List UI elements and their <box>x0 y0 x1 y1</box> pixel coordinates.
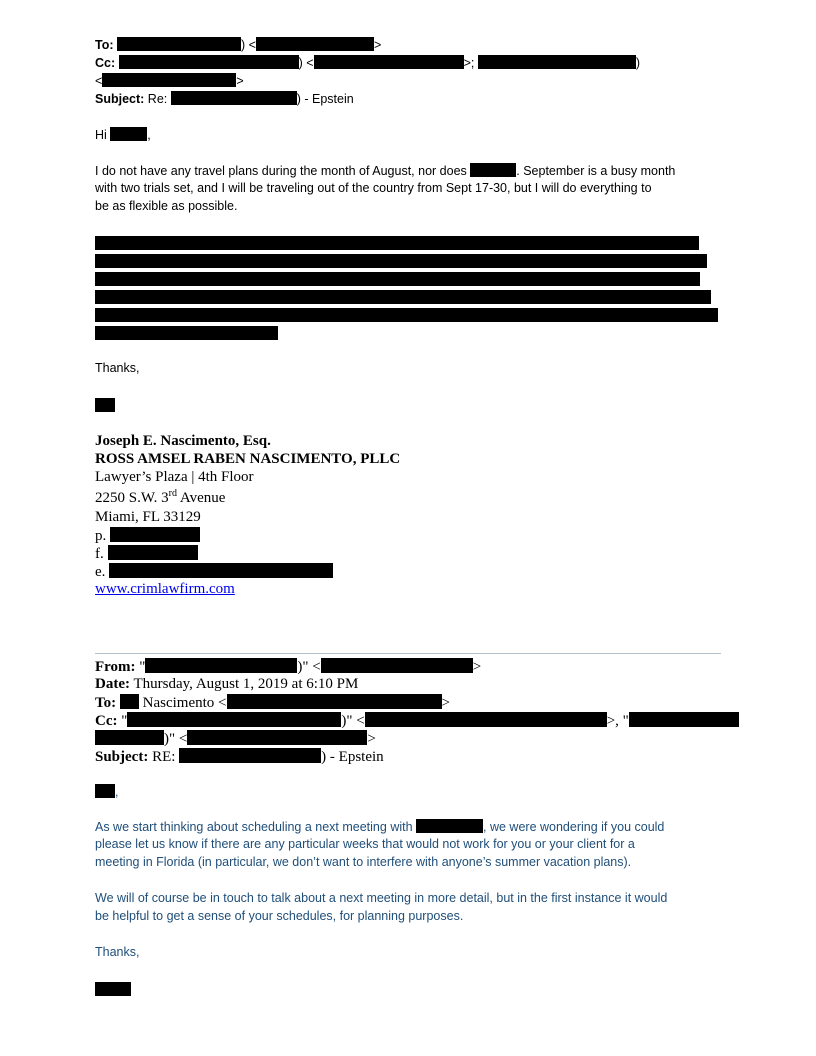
body-text: , we were wondering if you could <box>483 820 665 834</box>
date-value: Thursday, August 1, 2019 at 6:10 PM <box>133 676 359 692</box>
signature-firm <box>95 451 400 468</box>
subject-label: Subject: <box>95 92 145 106</box>
redaction <box>629 712 739 727</box>
redaction-block <box>95 236 699 250</box>
reply-paragraph-line: with two trials set, and I will be traveling out of the country from Sept 17-30, but I will do everything to <box>95 181 652 195</box>
redaction <box>110 127 147 141</box>
reply-closing: Thanks, <box>95 361 140 375</box>
original-from-line: From: " )" < > <box>95 659 482 675</box>
to-name: Nascimento <box>142 695 215 711</box>
redaction <box>179 748 321 763</box>
signature-name <box>95 433 271 450</box>
original-paragraph-line <box>95 819 664 834</box>
signature-email <box>95 563 333 581</box>
redaction <box>416 819 483 833</box>
signature-phone <box>95 527 200 545</box>
cc-label: Cc: <box>95 713 118 729</box>
redaction <box>171 91 297 105</box>
to-label: To: <box>95 38 114 52</box>
redaction <box>108 545 198 560</box>
signature-name-text: Joseph E. Nascimento, Esq. <box>95 433 271 449</box>
subject-suffix: ) - Epstein <box>296 92 354 106</box>
website-link[interactable]: www.crimlawfirm.com <box>95 581 235 597</box>
original-to-line: To: Nascimento < > <box>95 695 450 711</box>
redaction <box>365 712 607 727</box>
subject-label: Subject: <box>95 749 149 765</box>
redaction <box>102 73 236 87</box>
date-label: Date: <box>95 676 130 692</box>
signature-address-1: Lawyer’s Plaza | 4th Floor <box>95 469 254 485</box>
original-paragraph-line: please let us know if there are any particular weeks that would not work for you or your client for a <box>95 837 635 851</box>
redaction <box>314 55 464 69</box>
fax-label: f. <box>95 546 104 562</box>
redaction <box>95 784 115 798</box>
original-paragraph-line: meeting in Florida (in particular, we don’t want to interfere with anyone’s summer vacation plans). <box>95 855 632 869</box>
body-text: . September is a busy month <box>516 164 676 178</box>
reply-cc-line: Cc: ) < >; ) <box>95 56 640 70</box>
greeting-text: Hi <box>95 128 107 142</box>
redaction-block <box>95 272 700 286</box>
original-date-line <box>95 676 358 693</box>
redaction <box>120 694 139 709</box>
redaction <box>95 730 164 745</box>
signature-website <box>95 581 235 598</box>
original-closing: Thanks, <box>95 945 140 959</box>
subject-prefix: Re: <box>147 92 168 106</box>
redaction-block <box>95 254 707 268</box>
redaction-block <box>95 308 718 322</box>
signature-firm-text: ROSS AMSEL RABEN NASCIMENTO, PLLC <box>95 451 401 467</box>
original-paragraph-line: be helpful to get a sense of your schedules, for planning purposes. <box>95 909 464 923</box>
redaction <box>470 163 516 177</box>
original-cc-line: Cc: " )" < >, " <box>95 712 739 730</box>
subject-prefix: RE: <box>152 749 176 765</box>
original-cc-line-2: )" < > <box>95 730 376 748</box>
signature-address-3: Miami, FL 33129 <box>95 509 201 525</box>
original-paragraph-line: We will of course be in touch to talk about a next meeting in more detail, but in the first instance it would <box>95 891 668 905</box>
redaction-block <box>95 326 278 340</box>
signature-fax <box>95 545 198 563</box>
redaction <box>119 55 299 69</box>
redaction <box>478 55 636 69</box>
greeting: Hi , <box>95 128 151 142</box>
reply-paragraph-line <box>95 163 675 178</box>
body-text: As we start thinking about scheduling a next meeting with <box>95 820 413 834</box>
redaction <box>145 658 297 673</box>
from-label: From: <box>95 659 136 675</box>
reply-to-line: To: ) < > <box>95 38 382 52</box>
original-greeting: , <box>95 784 118 799</box>
redaction <box>117 37 241 51</box>
to-label: To: <box>95 695 117 711</box>
address-text: 2250 S.W. 3 <box>95 490 169 506</box>
cc-label: Cc: <box>95 56 116 70</box>
redaction <box>110 527 200 542</box>
redaction <box>187 730 367 745</box>
phone-label: p. <box>95 528 107 544</box>
redaction-block <box>95 290 711 304</box>
reply-cc-line-2: < > <box>95 74 244 88</box>
redaction <box>256 37 374 51</box>
signature-address-2 <box>95 488 225 507</box>
address-text: Avenue <box>176 490 226 506</box>
body-text: I do not have any travel plans during the month of August, nor does <box>95 164 467 178</box>
redaction-initials <box>95 398 115 412</box>
redaction <box>127 712 341 727</box>
subject-suffix: ) - Epstein <box>321 749 384 765</box>
original-subject-line <box>95 748 384 766</box>
reply-paragraph-line: be as flexible as possible. <box>95 199 238 213</box>
redaction <box>321 658 473 673</box>
redaction <box>109 563 333 578</box>
redaction-initials <box>95 982 131 996</box>
reply-subject-line <box>95 91 354 106</box>
email-label: e. <box>95 564 106 580</box>
redaction <box>227 694 442 709</box>
separator-rule <box>95 653 721 654</box>
address-superscript: rd <box>168 488 177 499</box>
